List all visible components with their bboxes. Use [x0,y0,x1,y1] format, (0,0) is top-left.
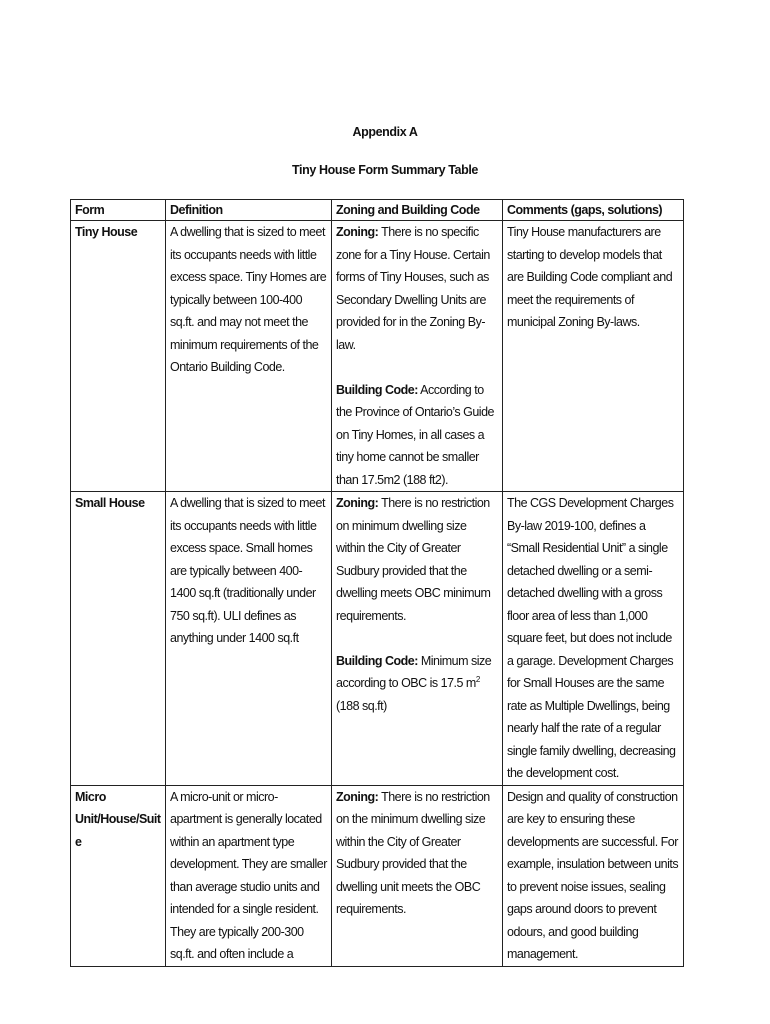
building-code-label: Building Code: [336,653,418,668]
zoning-text: There is no restriction on the minimum dwelling size within the City of Greater Sudbury provided that the dwelling unit meets the OBC requirements. [336,789,490,916]
comments-cell: Design and quality of construction are key to ensuring these developments are successful. For example, insulation between units to prevent noise issues, sealing gaps around doors to prevent odours, and good building management. [503,785,684,966]
definition-cell: A dwelling that is sized to meet its occupants needs with little excess space. Small homes are typically between 400-1400 sq.ft (traditionally under 750 sq.ft). ULI defines as anything under 1400 sq.ft [166,492,332,786]
summary-table [70,199,684,967]
zoning-text: There is no specific zone for a Tiny House. Certain forms of Tiny Houses, such as Secondary Dwelling Units are provided for in the Zoning By-law. [336,225,490,352]
table-header-row [71,200,684,221]
zoning-label: Zoning: [336,225,379,239]
zoning-paragraph [336,492,498,627]
zoning-paragraph [336,786,498,921]
zoning-cell [332,221,503,492]
building-code-text-end: (188 sq.ft) [336,698,387,713]
table-row [71,492,684,786]
column-header-comments: Comments (gaps, solutions) [503,200,684,221]
column-header-zoning: Zoning and Building Code [332,200,503,221]
building-code-paragraph [336,650,498,718]
table-row [71,221,684,492]
appendix-heading: Appendix A [352,125,418,139]
form-cell: Small House [71,492,166,786]
building-code-text: Minimum size according to OBC is 17.5 m [336,653,492,690]
table-title: Tiny House Form Summary Table [292,163,478,177]
building-code-label: Building Code: [336,382,418,397]
table-row [71,785,684,966]
form-cell: Tiny House [71,221,166,492]
column-header-definition: Definition [166,200,332,221]
definition-cell: A dwelling that is sized to meet its occupants needs with little excess space. Tiny Homes are typically between 100-400 sq.ft. and may not meet the minimum requirements of the Ontario Building Code. [166,221,332,492]
column-header-form: Form [71,200,166,221]
zoning-cell [332,785,503,966]
zoning-paragraph [336,221,498,356]
zoning-text: There is no restriction on minimum dwelling size within the City of Greater Sudbury provided that the dwelling meets OBC minimum requirements. [336,496,491,623]
comments-cell: Tiny House manufacturers are starting to develop models that are Building Code compliant and meet the requirements of municipal Zoning By-laws. [503,221,684,492]
superscript-two: 2 [475,674,480,684]
zoning-cell [332,492,503,786]
form-cell: Micro Unit/House/Suite [71,785,166,966]
building-code-paragraph [336,379,498,492]
zoning-label: Zoning: [336,789,379,804]
zoning-label: Zoning: [336,496,379,510]
building-code-text: According to the Province of Ontario’s Guide on Tiny Homes, in all cases a tiny home cannot be smaller than 17.5m2 (188 ft2). [336,382,494,487]
definition-cell: A micro-unit or micro-apartment is generally located within an apartment type development. They are smaller than average studio units and intended for a single resident. They are typically 200-300 sq.ft. and often include a [166,785,332,966]
comments-cell: The CGS Development Charges By-law 2019-100, defines a “Small Residential Unit” a single detached dwelling or a semi-detached dwelling with a gross floor area of less than 1,000 square feet, but does not include a garage. Development Charges for Small Houses are the same rate as Multiple Dwellings, being nearly half the rate of a regular single family dwelling, decreasing the development cost. [503,492,684,786]
